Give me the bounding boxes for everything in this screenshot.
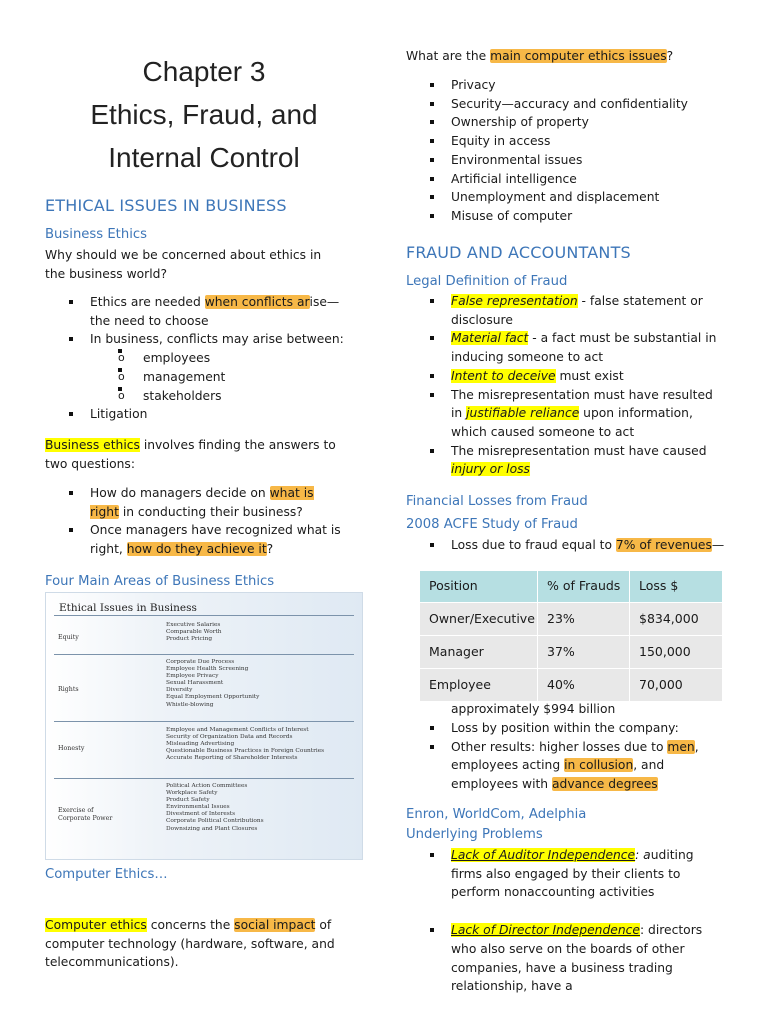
figure-items: Executive Salaries Comparable Worth Product Pricing — [166, 622, 222, 643]
list-item: Misuse of computer — [406, 207, 726, 226]
list-item: Ethics are needed when conflicts arise—the need to choose — [45, 293, 345, 330]
question-main-issues: What are the main computer ethics issues? — [406, 49, 674, 63]
conflict-sublist — [90, 349, 345, 405]
column-header: Position — [420, 571, 538, 603]
loss-results-list — [406, 719, 724, 794]
figure-divider — [54, 615, 354, 616]
table-cell: 23% — [538, 603, 630, 636]
column-header: Loss $ — [630, 571, 723, 603]
figure-category: Exercise of Corporate Power — [58, 807, 113, 822]
table-row — [420, 636, 722, 669]
table-cell: 70,000 — [630, 669, 723, 702]
title-line: Ethics, Fraud, and — [90, 99, 318, 130]
heading-financial-losses: Financial Losses from Fraud — [406, 494, 588, 509]
list-item: Loss due to fraud equal to 7% of revenues— — [406, 536, 726, 555]
heading-business-ethics: Business Ethics — [45, 227, 147, 242]
list-item: Lack of Director Independence: directors who also serve on the boards of other companies, have a business trading relationship, have a — [406, 921, 724, 996]
list-item: In business, conflicts may arise between: o employees o management o stakeholders — [45, 330, 345, 405]
list-item: Security—accuracy and confidentiality — [406, 95, 726, 114]
figure-divider — [54, 721, 354, 722]
table-cell: Employee — [420, 669, 538, 702]
list-item: Lack of Auditor Independence: auditing firms also engaged by their clients to perform nonaccounting activities — [406, 846, 724, 902]
figure-category: Equity — [58, 634, 79, 641]
table-cell: 37% — [538, 636, 630, 669]
title-line: Internal Control — [108, 142, 300, 173]
list-item: Equity in access — [406, 132, 726, 151]
table-row — [420, 669, 722, 702]
list-item: o management — [90, 368, 345, 387]
figure-items: Corporate Due Process Employee Health Screening Employee Privacy Sexual Harassment Diversity Equal Employment Opportunity Whistle-blowing — [166, 659, 260, 708]
list-item: Litigation — [45, 405, 345, 424]
chapter-title — [45, 50, 363, 179]
list-item: How do managers decide on what is right in conducting their business? — [45, 484, 345, 521]
table-cell: 40% — [538, 669, 630, 702]
list-item: Loss by position within the company: — [406, 719, 724, 738]
heading-ethical-issues: ETHICAL ISSUES IN BUSINESS — [45, 196, 287, 215]
computer-ethics-issues-list — [406, 76, 726, 226]
figure-items: Political Action Committees Workplace Safety Product Safety Environmental Issues Divestment of Interests Corporate Political Contributions Downsizing and Plant Closures — [166, 783, 264, 832]
list-item: o stakeholders — [90, 387, 345, 406]
table-cell: 150,000 — [630, 636, 723, 669]
heading-fraud-accountants: FRAUD AND ACCOUNTANTS — [406, 243, 631, 262]
paragraph-why: Why should we be concerned about ethics in the business world? — [45, 248, 322, 281]
heading-legal-definition: Legal Definition of Fraud — [406, 274, 568, 289]
figure-category: Honesty — [58, 745, 85, 752]
title-line: Chapter 3 — [142, 56, 266, 87]
figure-divider — [54, 778, 354, 779]
fraud-losses-table — [420, 571, 722, 701]
table-cell: $834,000 — [630, 603, 723, 636]
heading-acfe-study: 2008 ACFE Study of Fraud — [406, 517, 578, 532]
questions-list — [45, 484, 345, 559]
list-item: o employees — [90, 349, 345, 368]
table-row — [420, 603, 722, 636]
list-item: The misrepresentation must have resulted in justifiable reliance upon information, which caused someone to act — [406, 386, 724, 442]
approx-loss-text: approximately $994 billion — [451, 702, 616, 716]
figure-items: Employee and Management Conflicts of Interest Security of Organization Data and Records Misleading Advertising Questionable Business Practices in Foreign Countries Accurate Reporting of Shareholder Interests — [166, 727, 325, 762]
underlying-problems-list — [406, 846, 724, 996]
heading-underlying-problems: Underlying Problems — [406, 827, 543, 842]
list-item: Artificial intelligence — [406, 170, 726, 189]
column-header: % of Frauds — [538, 571, 630, 603]
list-item: Material fact - a fact must be substantial in inducing someone to act — [406, 329, 724, 366]
list-item: Intent to deceive must exist — [406, 367, 724, 386]
list-item: Ownership of property — [406, 113, 726, 132]
list-item: Unemployment and displacement — [406, 188, 726, 207]
list-item: False representation - false statement or disclosure — [406, 292, 724, 329]
table-header-row — [420, 571, 722, 603]
paragraph-computer-ethics: Computer ethics concerns the social impact of computer technology (hardware, software, and telecommunications). — [45, 918, 335, 970]
table-cell: Owner/Executive — [420, 603, 538, 636]
fraud-definition-list — [406, 292, 724, 479]
heading-four-areas: Four Main Areas of Business Ethics — [45, 574, 275, 589]
figure-category: Rights — [58, 686, 79, 693]
heading-computer-ethics: Computer Ethics… — [45, 867, 168, 882]
figure-title: Ethical Issues in Business — [59, 602, 197, 614]
list-item: Once managers have recognized what is right, how do they achieve it? — [45, 521, 345, 558]
list-item: Privacy — [406, 76, 726, 95]
ethics-bullet-list — [45, 293, 345, 424]
list-item: The misrepresentation must have caused injury or loss — [406, 442, 724, 479]
acfe-list — [406, 536, 726, 555]
ethical-issues-figure — [45, 592, 363, 860]
paragraph-business-ethics: Business ethics involves finding the answers to two questions: — [45, 438, 336, 471]
heading-enron: Enron, WorldCom, Adelphia — [406, 807, 587, 822]
list-item: Environmental issues — [406, 151, 726, 170]
list-item: Other results: higher losses due to men, employees acting in collusion, and employees with advance degrees — [406, 738, 724, 794]
figure-divider — [54, 654, 354, 655]
table-cell: Manager — [420, 636, 538, 669]
